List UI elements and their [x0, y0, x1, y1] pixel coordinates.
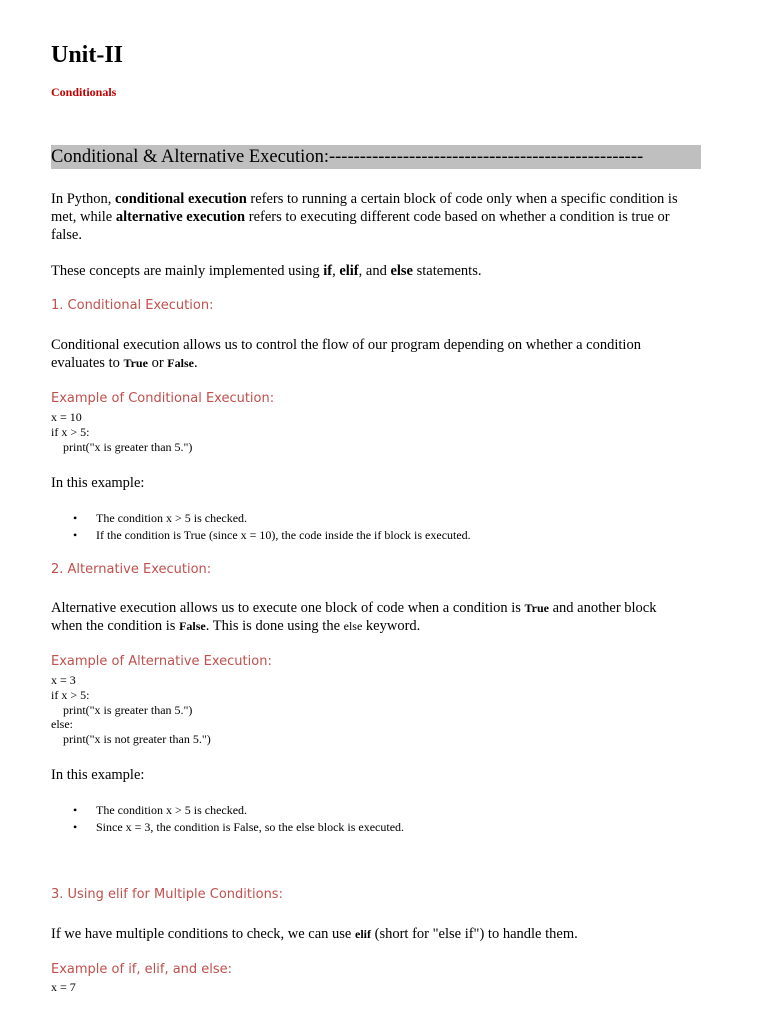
section1-text: evaluates to [51, 355, 124, 371]
concepts-text: , and [358, 263, 391, 279]
page-subtitle: Conditionals [51, 85, 117, 99]
code-block-alternative [51, 673, 211, 747]
section-heading-alternative: 2. Alternative Execution: [51, 562, 212, 577]
intro-text: In Python, [51, 191, 116, 207]
intro-text: met, while [51, 209, 116, 225]
section1-paragraph [51, 336, 641, 372]
example-heading-elif: Example of if, elif, and else: [51, 962, 233, 977]
section2-text: when the condition is [51, 618, 180, 634]
intro-bold-term: conditional execution [115, 191, 247, 207]
bullet-list-alternative [51, 802, 404, 835]
section2-text: Alternative execution allows us to execute one block of code when a condition is [51, 600, 525, 616]
intro-paragraph [51, 190, 678, 244]
section2-text: keyword. [362, 618, 421, 634]
example-heading-conditional: Example of Conditional Execution: [51, 391, 275, 406]
keyword-false: False [167, 356, 194, 370]
intro-text: refers to running a certain block of code only when a specific condition is [246, 191, 678, 207]
keyword-elif: elif [355, 927, 371, 941]
code-block-elif [51, 980, 76, 995]
section3-paragraph [51, 925, 578, 943]
code-line: else: [51, 717, 73, 732]
in-example-label: In this example: [51, 475, 145, 491]
intro-text: refers to executing different code based on whether a condition is true or [245, 209, 670, 225]
code-line: x = 3 [51, 673, 76, 687]
keyword-else: else [390, 263, 413, 279]
code-block-conditional [51, 410, 192, 454]
section1-text: . [193, 355, 198, 371]
section-heading-elif: 3. Using elif for Multiple Conditions: [51, 887, 283, 902]
code-line: print("x is greater than 5.") [63, 439, 193, 454]
bullet-list-conditional [51, 510, 471, 543]
keyword-false: False [179, 619, 206, 633]
code-line: x = 7 [51, 980, 76, 994]
code-line: x = 10 [51, 410, 82, 424]
section1-text: or [147, 355, 168, 371]
concepts-paragraph [51, 262, 481, 280]
list-item: • If the condition is True (since x = 10), the code inside the if block is executed. [51, 527, 471, 544]
concepts-text: statements. [413, 263, 482, 279]
section3-text: (short for "else if") to handle them. [371, 926, 578, 942]
concepts-text: These concepts are mainly implemented using [51, 263, 324, 279]
section2-text: and another block [548, 600, 657, 616]
example-heading-alternative: Example of Alternative Execution: [51, 654, 272, 669]
section3-text: If we have multiple conditions to check, we can use [51, 926, 355, 942]
section2-paragraph [51, 599, 657, 635]
code-line: if x > 5: [51, 424, 90, 439]
intro-text: false. [51, 227, 82, 243]
page-title: Unit-II [51, 42, 124, 68]
code-line: if x > 5: [51, 687, 90, 702]
list-item: • The condition x > 5 is checked. [51, 510, 471, 527]
intro-bold-term: alternative execution [115, 209, 246, 225]
code-line: print("x is greater than 5.") [63, 702, 193, 717]
keyword-elif: elif [339, 263, 359, 279]
keyword-if: if [323, 263, 333, 279]
section-heading-conditional: 1. Conditional Execution: [51, 298, 214, 313]
list-item: • Since x = 3, the condition is False, so the else block is executed. [51, 819, 404, 836]
keyword-true: True [524, 601, 549, 615]
keyword-true: True [123, 356, 148, 370]
concepts-text: , [332, 263, 340, 279]
section-banner: Conditional & Alternative Execution:--------------------------------------------------- [51, 145, 701, 169]
section2-text: . This is done using the [205, 618, 344, 634]
keyword-else: else [343, 619, 363, 633]
section1-text: Conditional execution allows us to control the flow of our program depending on whether a condition [51, 337, 641, 353]
in-example-label: In this example: [51, 767, 145, 783]
code-line: print("x is not greater than 5.") [63, 732, 211, 747]
list-item: • The condition x > 5 is checked. [51, 802, 404, 819]
